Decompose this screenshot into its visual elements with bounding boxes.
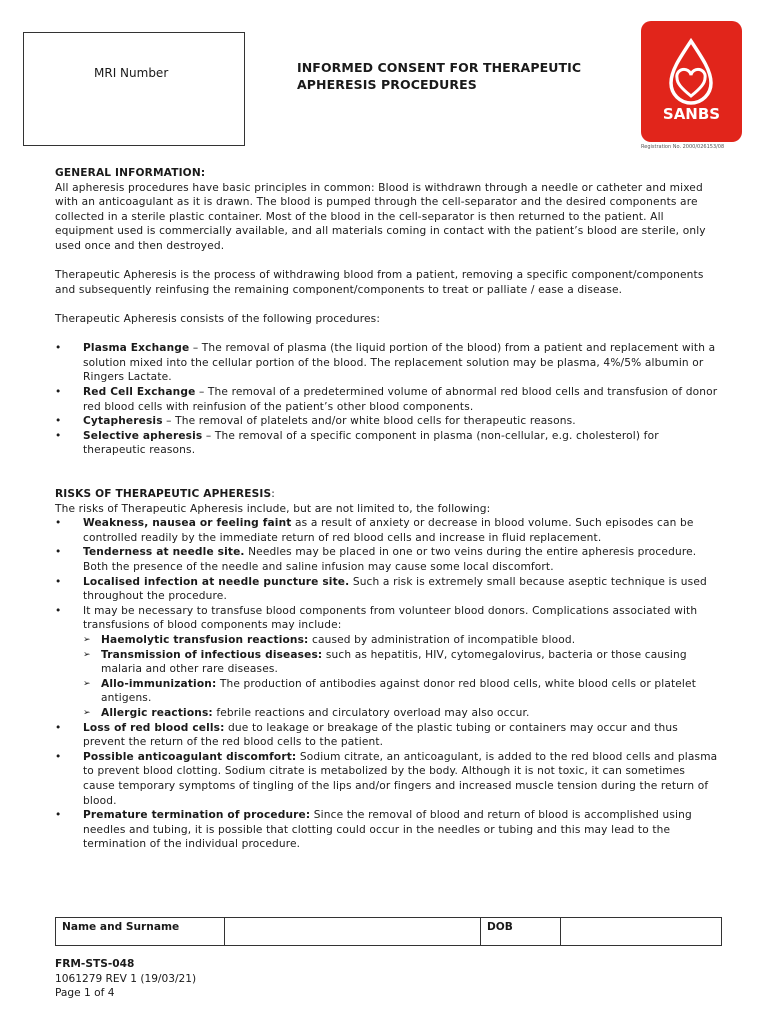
list-item: • Weakness, nausea or feeling faint as a result of anxiety or decrease in blood volume. Such episodes can be controlled readily by the immediate return of red blood cells and increase in fluid replacement. xyxy=(55,516,720,545)
risks-intro: The risks of Therapeutic Apheresis include, but are not limited to, the following: xyxy=(55,502,491,515)
list-item: • Plasma Exchange – The removal of plasma (the liquid portion of the blood) from a patient and replacement with a solution mixed into the cellular portion of the blood. The replacement solution may be plasma, 4%/5% albumin or Ringers Lactate. xyxy=(55,341,720,385)
signature-table xyxy=(55,917,722,946)
form-code: FRM-STS-048 xyxy=(55,958,135,970)
name-surname-label: Name and Surname xyxy=(56,918,225,945)
blood-drop-heart-icon xyxy=(641,21,742,142)
risks-heading: RISKS OF THERAPEUTIC APHERESIS: xyxy=(55,488,276,501)
title-line-1: INFORMED CONSENT FOR THERAPEUTIC xyxy=(297,60,582,75)
list-item: • Loss of red blood cells: due to leakage or breakage of the plastic tubing or containers may occur and thus prevent the return of the red blood cells to the patient. xyxy=(55,721,720,750)
list-item: • Selective apheresis – The removal of a specific component in plasma (non-cellular, e.g. cholesterol) for therapeutic reasons. xyxy=(55,429,720,458)
sub-list-item: ➢ Allo-immunization: The production of antibodies against donor red blood cells, white blood cells or platelet antigens. xyxy=(83,677,720,706)
list-item: • Premature termination of procedure: Since the removal of blood and return of blood is accomplished using needles and tubing, it is possible that clotting could occur in the needles or tubing and this may lead to the termination of the individual procedure. xyxy=(55,808,720,852)
list-item: • Possible anticoagulant discomfort: Sodium citrate, an anticoagulant, is added to the red blood cells and plasma to prevent blood clotting. Sodium citrate is metabolized by the body. Although it is not toxic, it can sometimes cause temporary symptoms of tingling of the lips and/or fingers and increased muscle tension during the return of blood. xyxy=(55,750,720,808)
document-title xyxy=(297,59,637,93)
sub-list-item: ➢ Haemolytic transfusion reactions: caused by administration of incompatible blood. xyxy=(83,633,720,648)
procedure-list xyxy=(55,341,720,458)
risks-list xyxy=(55,516,720,852)
list-item: • Tenderness at needle site. Needles may be placed in one or two veins during the entire apheresis procedure. Both the presence of the needle and saline infusion may cause some local discomfort. xyxy=(55,545,720,574)
general-paragraph-1: All apheresis procedures have basic principles in common: Blood is withdrawn through a needle or catheter and mixed with an anticoagulant as it is drawn. The blood is pumped through the cell-separator and the desired components are collected in a sterile plastic container. Most of the blood in the cell-separator is then returned to the patient. All equipment used is commercially available, and all materials coming in contact with the patient’s blood are sterile, only used once and then destroyed. xyxy=(55,181,706,252)
registration-number: Registration No. 2000/026153/08 xyxy=(641,144,725,150)
list-item: • It may be necessary to transfuse blood components from volunteer blood donors. Complications associated with transfusions of blood components may include: xyxy=(55,604,720,633)
logo-text: SANBS xyxy=(662,105,721,123)
name-surname-field[interactable] xyxy=(225,918,481,945)
dob-field[interactable] xyxy=(561,918,721,945)
general-paragraph-2: Therapeutic Apheresis is the process of withdrawing blood from a patient, removing a specific component/components and subsequently reinfusing the remaining component/components to treat or palliate / ease a disease. xyxy=(55,269,704,296)
list-item: • Red Cell Exchange – The removal of a predetermined volume of abnormal red blood cells and transfusion of donor red blood cells with reinfusion of the patient’s other blood components. xyxy=(55,385,720,414)
mri-number-label: MRI Number xyxy=(94,66,169,80)
page-footer xyxy=(55,957,196,1001)
list-item: • Localised infection at needle puncture site. Such a risk is extremely small because aseptic technique is used throughout the procedure. xyxy=(55,575,720,604)
document-body xyxy=(55,166,720,852)
dob-label: DOB xyxy=(481,918,561,945)
title-line-2: APHERESIS PROCEDURES xyxy=(297,77,477,92)
list-item: • Cytapheresis – The removal of platelets and/or white blood cells for therapeutic reasons. xyxy=(55,414,720,429)
sanbs-logo xyxy=(641,21,742,142)
general-heading: GENERAL INFORMATION: xyxy=(55,167,206,179)
sub-list-item: ➢ Allergic reactions: febrile reactions and circulatory overload may also occur. xyxy=(83,706,720,721)
page-number: Page 1 of 4 xyxy=(55,987,115,999)
general-paragraph-3: Therapeutic Apheresis consists of the following procedures: xyxy=(55,312,381,325)
revision-info: 1061279 REV 1 (19/03/21) xyxy=(55,972,197,985)
sub-list-item: ➢ Transmission of infectious diseases: such as hepatitis, HIV, cytomegalovirus, bacteria or those causing malaria and other rare diseases. xyxy=(83,648,720,677)
mri-number-box[interactable] xyxy=(23,32,245,146)
